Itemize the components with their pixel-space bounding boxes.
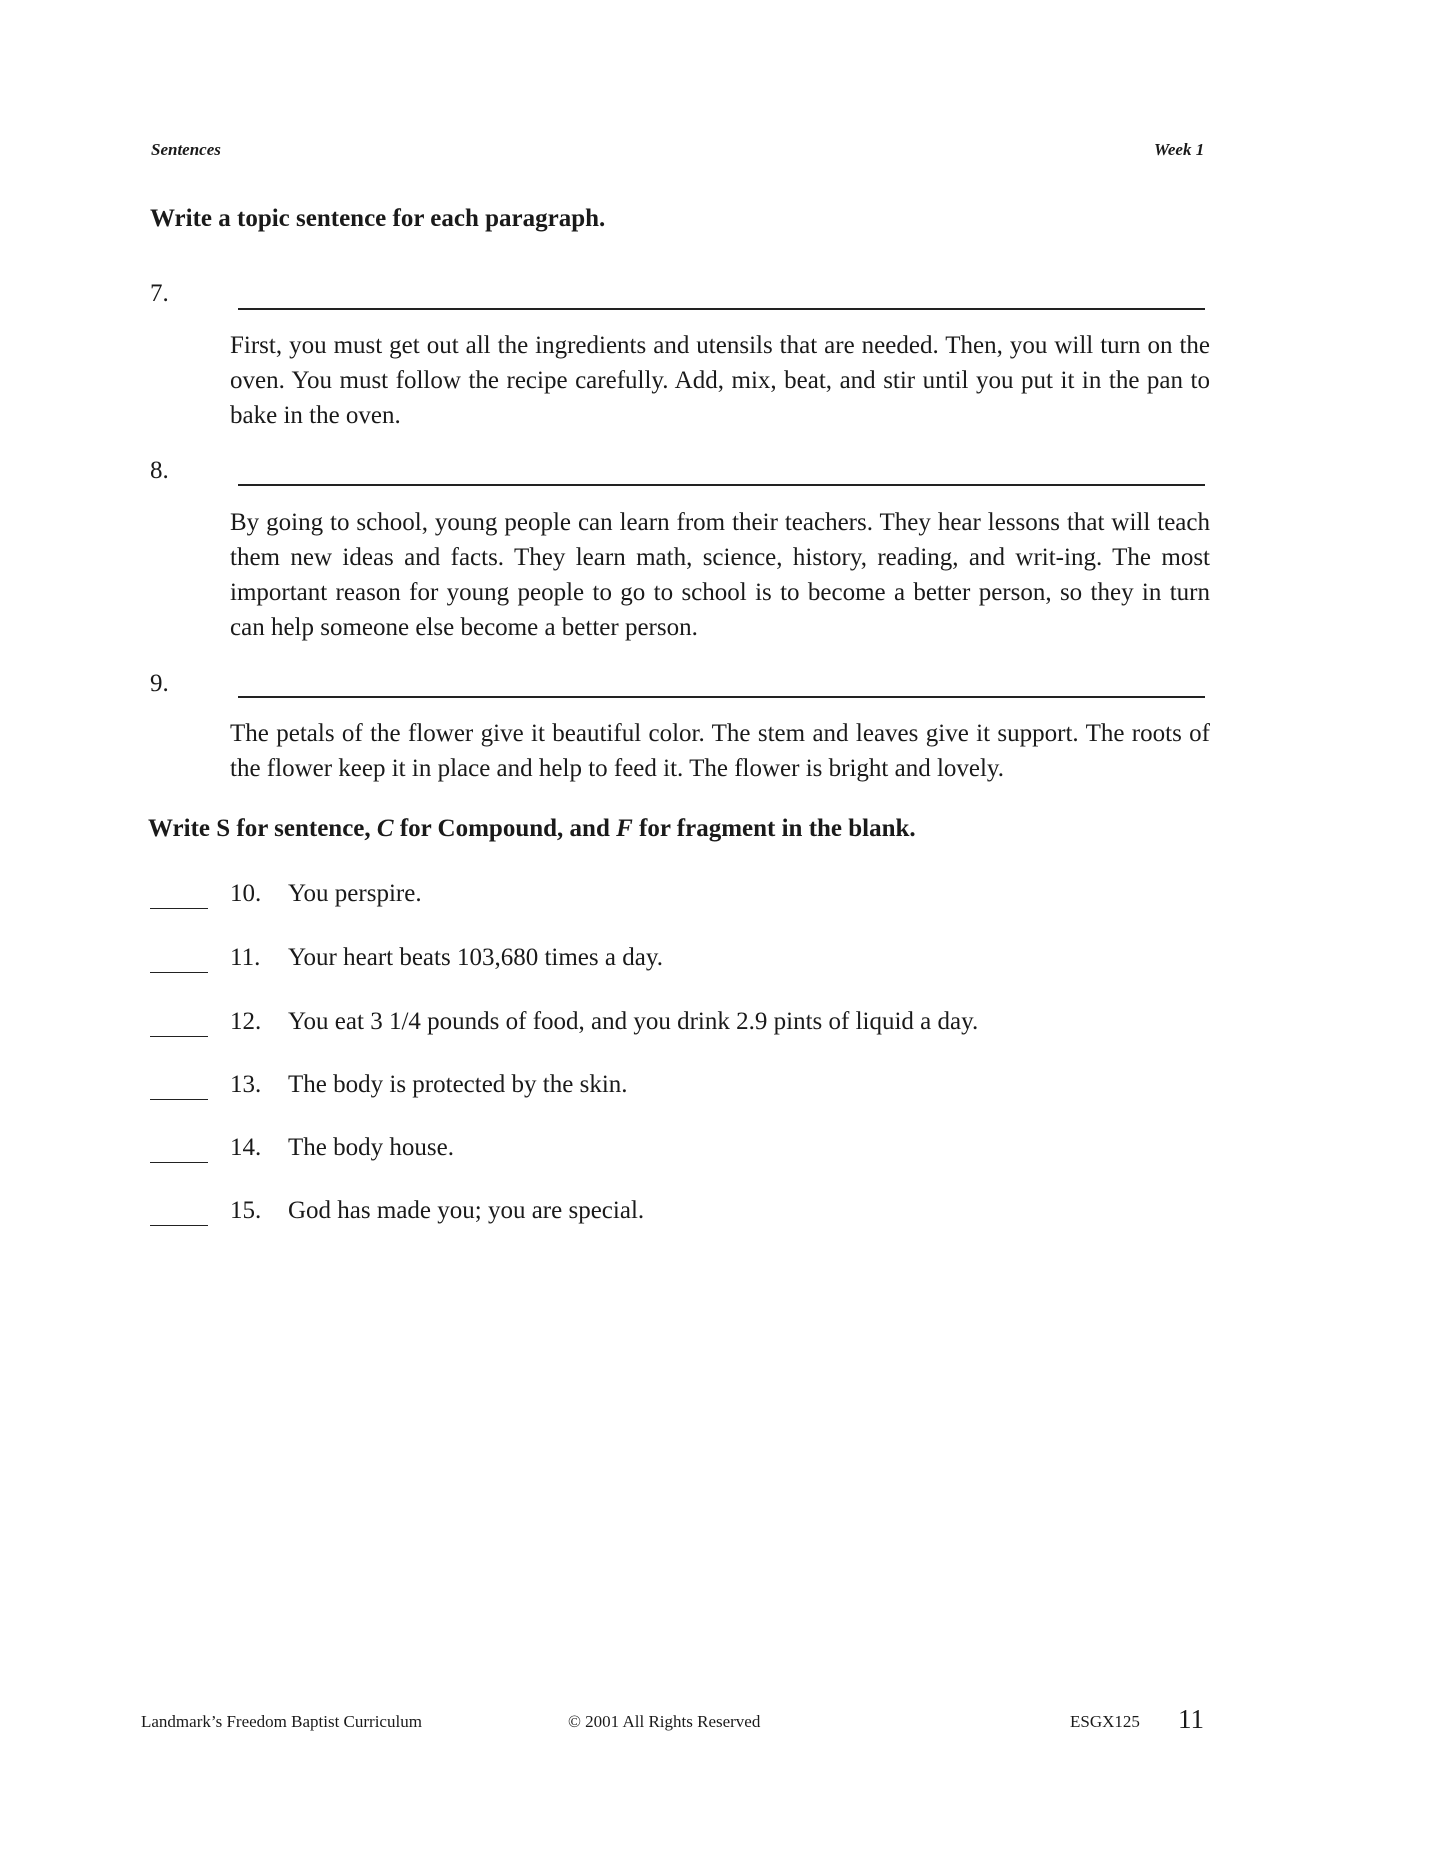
answer-blank[interactable]	[150, 1225, 208, 1226]
question-number: 7.	[150, 280, 169, 307]
part2-instruction: Write S for sentence, C for Compound, and F for fragment in the blank.	[148, 815, 916, 842]
item-text: Your heart beats 103,680 times a day.	[288, 944, 663, 971]
answer-blank[interactable]	[150, 1036, 208, 1037]
item-text: The body is protected by the skin.	[288, 1071, 628, 1098]
answer-line[interactable]	[238, 308, 1205, 310]
item-number: 10.	[230, 880, 262, 907]
item-text: You eat 3 1/4 pounds of food, and you drink 2.9 pints of liquid a day.	[288, 1008, 979, 1035]
answer-blank[interactable]	[150, 908, 208, 909]
question-number: 8.	[150, 457, 169, 484]
item-number: 14.	[230, 1134, 262, 1161]
footer-copyright: © 2001 All Rights Reserved	[568, 1712, 761, 1731]
answer-blank[interactable]	[150, 1162, 208, 1163]
item-number: 12.	[230, 1008, 262, 1035]
item-number: 15.	[230, 1197, 262, 1224]
question-paragraph: The petals of the flower give it beautiful color. The stem and leaves give it support. The roots of the flower keep it in place and help to feed it. The flower is bright and lovely.	[230, 720, 1210, 782]
answer-blank[interactable]	[150, 972, 208, 973]
answer-blank[interactable]	[150, 1099, 208, 1100]
section-header: Sentences	[151, 140, 221, 159]
week-header: Week 1	[1154, 140, 1205, 159]
item-text: God has made you; you are special.	[288, 1197, 645, 1224]
footer-code: ESGX125	[1070, 1712, 1140, 1731]
item-text: The body house.	[288, 1134, 454, 1161]
question-paragraph: By going to school, young people can learn from their teachers. They hear lessons that will teach them new ideas and facts. They learn math, science, history, reading, and writ-ing. The most important reason for young people to go to school is to become a better person, so they in turn can help someone else become a better person.	[230, 509, 1210, 641]
item-number: 13.	[230, 1071, 262, 1098]
answer-line[interactable]	[238, 484, 1205, 486]
page-number: 11	[1178, 1704, 1204, 1734]
part1-instruction: Write a topic sentence for each paragraph.	[150, 205, 606, 232]
footer-publisher: Landmark’s Freedom Baptist Curriculum	[141, 1712, 422, 1731]
item-number: 11.	[230, 944, 261, 971]
question-paragraph: First, you must get out all the ingredients and utensils that are needed. Then, you will turn on the oven. You must follow the recipe carefully. Add, mix, beat, and stir until you put it in the pan to bake in the oven.	[230, 332, 1210, 429]
item-text: You perspire.	[288, 880, 422, 907]
question-number: 9.	[150, 670, 169, 697]
answer-line[interactable]	[238, 696, 1205, 698]
